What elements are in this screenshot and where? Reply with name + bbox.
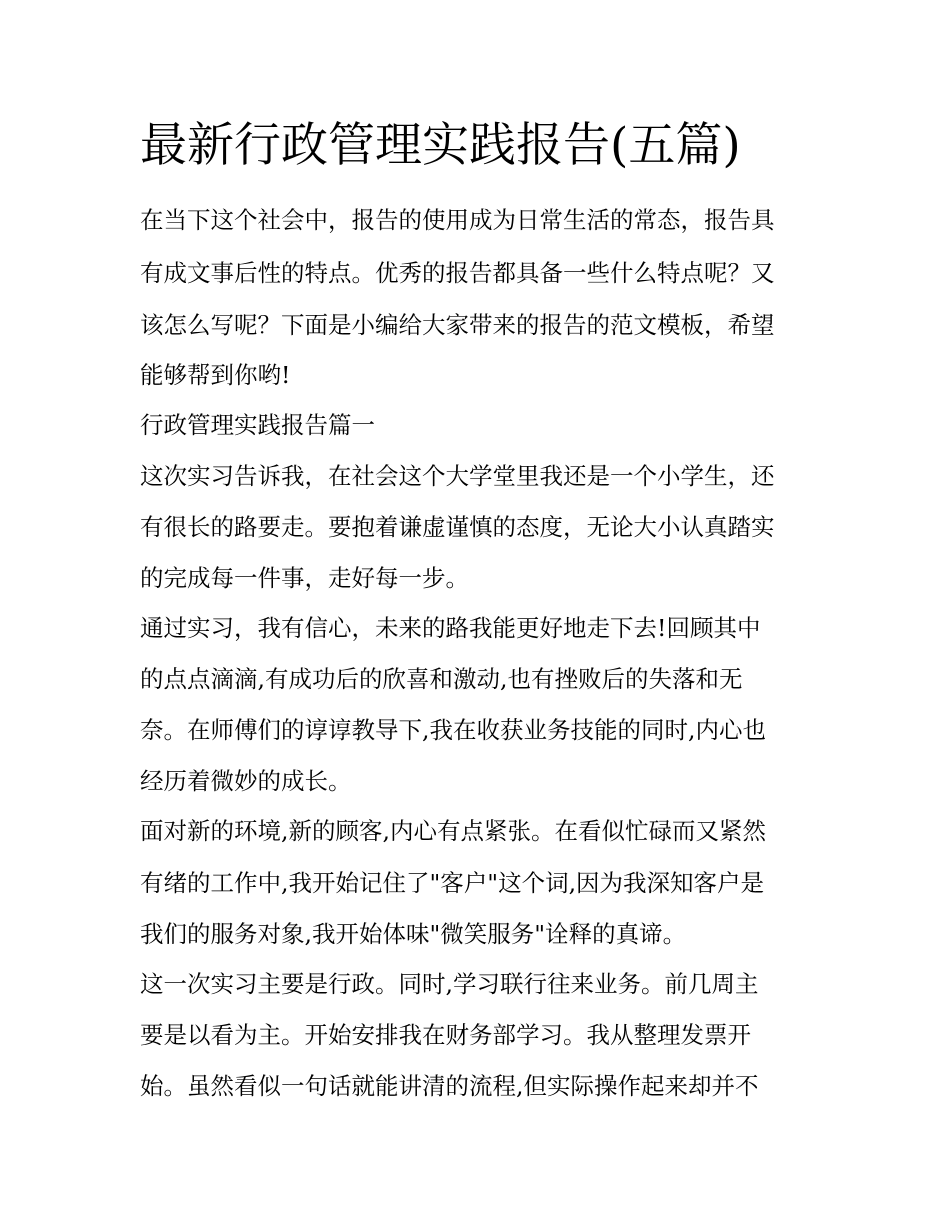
paragraph-line: 面对新的环境,新的顾客,内心有点紧张。在看似忙碌而又紧然 (140, 817, 766, 845)
paragraph-line: 始。虽然看似一句话就能讲清的流程,但实际操作起来却并不 (140, 1072, 759, 1100)
paragraph-line: 我们的服务对象,我开始体味"微笑服务"诠释的真谛。 (140, 920, 687, 948)
paragraph-line: 有很长的路要走。要抱着谦虚谨慎的态度，无论大小认真踏实 (140, 513, 775, 541)
paragraph-line: 通过实习，我有信心，未来的路我能更好地走下去!回顾其中 (140, 614, 761, 642)
paragraph-line: 的点点滴滴,有成功后的欣喜和激动,也有挫败后的失落和无 (140, 665, 743, 693)
paragraph-line: 这次实习告诉我，在社会这个大学堂里我还是一个小学生，还 (140, 462, 775, 490)
paragraph-line: 经历着微妙的成长。 (140, 767, 352, 795)
paragraph-line: 有绪的工作中,我开始记住了"客户"这个词,因为我深知客户是 (140, 869, 765, 897)
document-title: 最新行政管理实践报告(五篇) (140, 118, 741, 173)
paragraph-line: 要是以看为主。开始安排我在财务部学习。我从整理发票开 (140, 1021, 751, 1049)
paragraph-line: 能够帮到你哟! (140, 361, 291, 389)
paragraph-line: 奈。在师傅们的谆谆教导下,我在收获业务技能的同时,内心也 (140, 716, 766, 744)
paragraph-line: 有成文事后性的特点。优秀的报告都具备一些什么特点呢？又 (140, 259, 775, 287)
section-heading: 行政管理实践报告篇一 (140, 411, 375, 439)
paragraph-line: 该怎么写呢？下面是小编给大家带来的报告的范文模板，希望 (140, 311, 775, 339)
paragraph-line: 这一次实习主要是行政。同时,学习联行往来业务。前几周主 (140, 970, 759, 998)
paragraph-line: 的完成每一件事，走好每一步。 (140, 564, 469, 592)
paragraph-line: 在当下这个社会中，报告的使用成为日常生活的常态，报告具 (140, 206, 775, 234)
